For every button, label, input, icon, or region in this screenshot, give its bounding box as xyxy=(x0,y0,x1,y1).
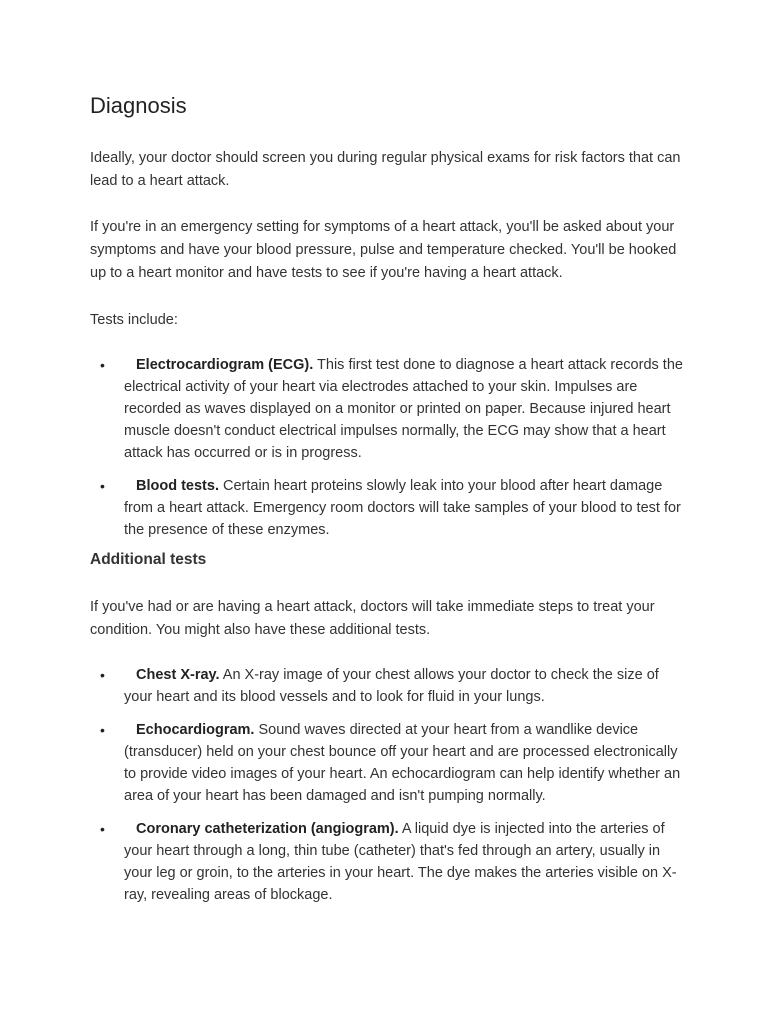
term-ecg: Electrocardiogram (ECG). xyxy=(136,357,314,373)
additional-paragraph: If you've had or are having a heart attack, doctors will take immediate steps to treat your condition. You might also have these additional tests. xyxy=(90,599,655,638)
tests-include-label: Tests include: xyxy=(90,312,178,328)
list-item-blood-tests xyxy=(90,475,690,541)
term-coronary-catheterization: Coronary catheterization (angiogram). xyxy=(136,821,399,837)
description-coronary-catheterization: A liquid dye is injected into the arteries of your heart through a long, thin tube (catheter) that's fed through an artery, usually in your leg or groin, to the arteries in your heart. The dye makes the arteries visible on X-ray, revealing areas of blockage. xyxy=(124,821,677,903)
list-item-echocardiogram xyxy=(90,719,690,807)
bullet-icon: • xyxy=(100,821,105,837)
bullet-icon: • xyxy=(100,667,105,683)
description-blood-tests: Certain heart proteins slowly leak into your blood after heart damage from a heart attack. Emergency room doctors will take samples of your blood to test for the presence of these enzymes. xyxy=(124,478,681,538)
tests-list xyxy=(90,354,690,541)
emergency-paragraph: If you're in an emergency setting for symptoms of a heart attack, you'll be asked about your symptoms and have your blood pressure, pulse and temperature checked. You'll be hooked up to a heart monitor and have tests to see if you're having a heart attack. xyxy=(90,219,677,281)
description-echocardiogram: Sound waves directed at your heart from a wandlike device (transducer) held on your chest bounce off your heart and are processed electronically to provide video images of your heart. An echocardiogram can help identify whether an area of your heart has been damaged and isn't pumping normally. xyxy=(124,722,681,804)
section-heading-additional-tests: Additional tests xyxy=(90,551,207,568)
list-item-chest-xray xyxy=(90,664,690,708)
description-chest-xray: An X-ray image of your chest allows your doctor to check the size of your heart and its blood vessels and to look for fluid in your lungs. xyxy=(124,667,659,705)
term-blood-tests: Blood tests. xyxy=(136,478,219,494)
list-item-coronary-catheterization xyxy=(90,818,690,906)
description-ecg: This first test done to diagnose a heart attack records the electrical activity of your heart via electrodes attached to your skin. Impulses are recorded as waves displayed on a monitor or printed on paper. Because injured heart muscle doesn't conduct electrical impulses normally, the ECG may show that a heart attack has occurred or is in progress. xyxy=(124,357,683,461)
list-item-ecg xyxy=(90,354,690,464)
page-title: Diagnosis xyxy=(90,93,187,118)
intro-paragraph: Ideally, your doctor should screen you during regular physical exams for risk factors that can lead to a heart attack. xyxy=(90,150,681,189)
bullet-icon: • xyxy=(100,722,105,738)
term-chest-xray: Chest X-ray. xyxy=(136,667,220,683)
bullet-icon: • xyxy=(100,478,105,494)
bullet-icon: • xyxy=(100,357,105,373)
additional-tests-list xyxy=(90,664,690,906)
term-echocardiogram: Echocardiogram. xyxy=(136,722,255,738)
